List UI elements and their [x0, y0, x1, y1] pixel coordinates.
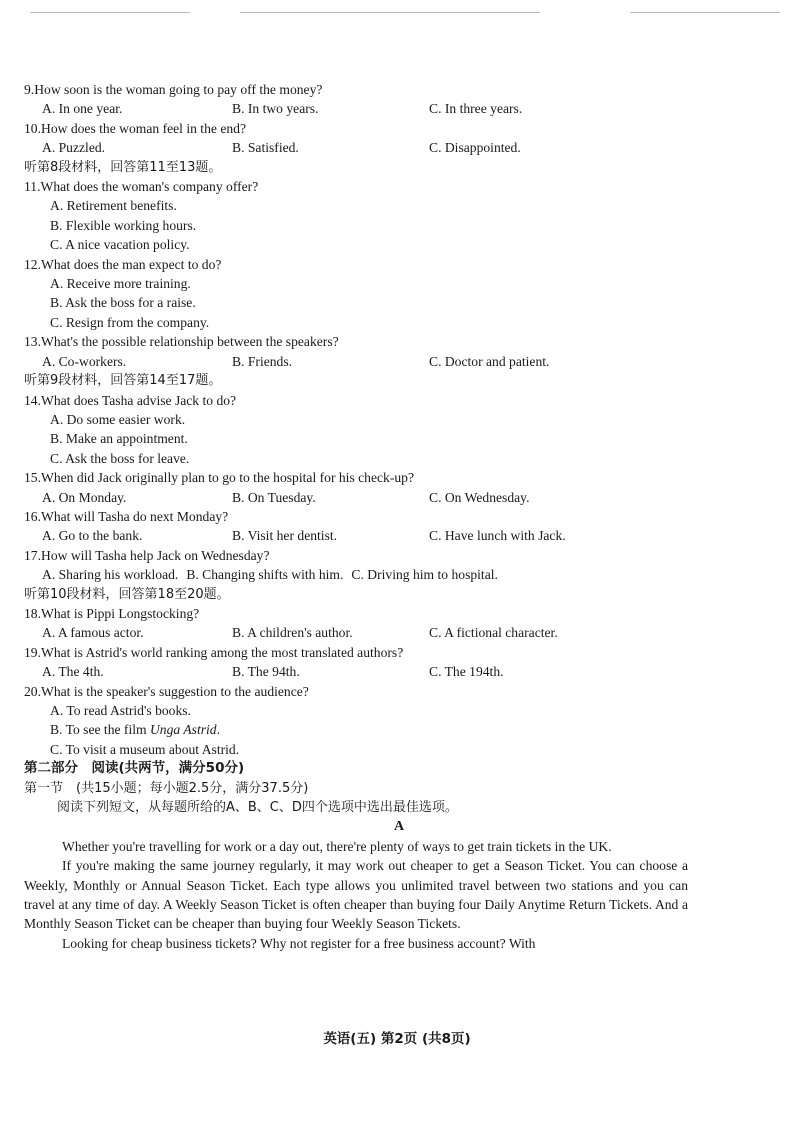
scan-top-line — [630, 12, 780, 13]
scan-top-line — [30, 12, 190, 13]
section-heading: 听第9段材料，回答第14至17题。 — [24, 373, 222, 389]
question-20: 20.What is the speaker's suggestion to the audience? A. To read Astrid's books. B. To see the film Unga Astrid. C. To visit a museum about Astrid. — [24, 683, 309, 757]
section-heading: 听第8段材料，回答第11至13题。 — [24, 159, 222, 175]
film-title: Unga Astrid — [149, 722, 217, 738]
question-9: 9.How soon is the woman going to pay off the money? A. In one year. B. In two years. C. In three years. — [24, 82, 523, 117]
section-one-title: 第一节 (共15小题；每小题2.5分，满分37.5分) — [24, 780, 309, 796]
question-16: 16.What will Tasha do next Monday? A. Go to the bank. B. Visit her dentist. C. Have lunch with Jack. — [24, 508, 566, 544]
question-15: 15.When did Jack originally plan to go to the hospital for his check-up? A. On Monday. B. On Tuesday. C. On Wednesday. — [24, 470, 530, 505]
question-19: 19.What is Astrid's world ranking among the most translated authors? A. The 4th. B. The 94th. C. The 194th. — [24, 644, 504, 680]
passage-paragraph: If you're making the same journey regularly, it may work out cheaper to get a Season Ticket. You can choose a Weekly, Monthly or Annual Season Ticket. Each type allows you unlimited travel between two stations and you can travel at any time of day. A Weekly Season Ticket is often cheaper than buying four Daily Anytime Return Tickets. And a Monthly Season Ticket can be cheaper than buying four Weekly Season Tickets. — [24, 858, 688, 932]
scan-top-line — [240, 12, 540, 13]
passage-paragraph: Looking for cheap business tickets? Why not register for a free business account? With — [62, 935, 536, 951]
passage-label: A — [393, 819, 405, 835]
question-13: 13.What's the possible relationship between the speakers? A. Co-workers. B. Friends. C. Doctor and patient. — [24, 334, 550, 369]
question-10: 10.How does the woman feel in the end? A. Puzzled. B. Satisfied. C. Disappointed. — [24, 120, 521, 156]
question-12: 12.What does the man expect to do? A. Receive more training. B. Ask the boss for a raise. C. Resign from the company. — [24, 256, 222, 330]
question-11: 11.What does the woman's company offer? A. Retirement benefits. B. Flexible working hours. C. A nice vacation policy. — [24, 179, 259, 253]
page-footer: 英语(五) 第2页 (共8页) — [323, 1031, 471, 1047]
page-content — [24, 80, 774, 953]
question-17: 17.How will Tasha help Jack on Wednesday? A. Sharing his workload. B. Changing shifts with him. C. Driving him to hospital. — [24, 547, 498, 583]
question-18: 18.What is Pippi Longstocking? A. A famous actor. B. A children's author. C. A fictional character. — [24, 605, 558, 641]
reading-instruction: 阅读下列短文，从每题所给的A、B、C、D四个选项中选出最佳选项。 — [57, 800, 458, 816]
section-heading: 听第10段材料，回答第18至20题。 — [24, 586, 230, 602]
passage-paragraph: Whether you're travelling for work or a day out, there're plenty of ways to get train tickets in the UK. — [62, 838, 612, 854]
question-14: 14.What does Tasha advise Jack to do? A. Do some easier work. B. Make an appointment. C. Ask the boss for leave. — [24, 392, 237, 466]
part-two-title: 第二部分 阅读(共两节，满分50分) — [24, 760, 245, 777]
